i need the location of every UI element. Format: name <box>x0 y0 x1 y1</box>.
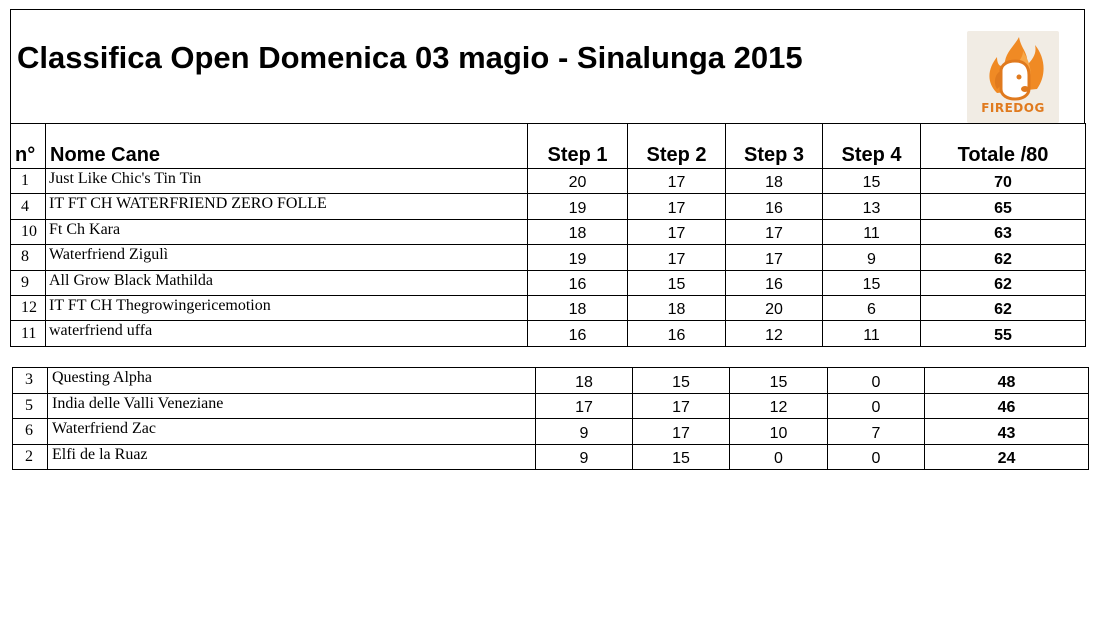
cell-name: India delle Valli Veneziane <box>48 393 536 419</box>
cell-step3: 10 <box>730 419 828 445</box>
cell-step2: 17 <box>628 169 726 194</box>
cell-step3: 16 <box>726 194 823 219</box>
cell-step4: 15 <box>823 169 921 194</box>
cell-step1: 9 <box>536 444 633 470</box>
cell-total: 43 <box>925 419 1089 445</box>
cell-name: Elfi de la Ruaz <box>48 444 536 470</box>
cell-step1: 16 <box>528 321 628 346</box>
cell-step4: 9 <box>823 245 921 270</box>
cell-step3: 12 <box>730 393 828 419</box>
others-table <box>12 367 1089 470</box>
cell-name: Questing Alpha <box>48 368 536 394</box>
cell-num: 10 <box>11 219 46 244</box>
cell-step3: 16 <box>726 270 823 295</box>
cell-name: IT FT CH Thegrowingericemotion <box>46 295 528 320</box>
table-row <box>11 194 1086 219</box>
cell-total: 62 <box>921 295 1086 320</box>
cell-step1: 16 <box>528 270 628 295</box>
cell-step2: 17 <box>628 219 726 244</box>
logo-text: FIREDOG <box>981 101 1045 115</box>
cell-step2: 17 <box>633 393 730 419</box>
cell-step4: 0 <box>828 444 925 470</box>
cell-num: 6 <box>13 419 48 445</box>
cell-num: 2 <box>13 444 48 470</box>
cell-step1: 18 <box>528 219 628 244</box>
cell-name: Waterfriend Zac <box>48 419 536 445</box>
cell-total: 62 <box>921 245 1086 270</box>
cell-step3: 12 <box>726 321 823 346</box>
cell-step4: 11 <box>823 321 921 346</box>
cell-step3: 0 <box>730 444 828 470</box>
title-box <box>10 9 1085 123</box>
table-row <box>13 368 1089 394</box>
col-header-name: Nome Cane <box>46 124 528 169</box>
cell-step1: 18 <box>536 368 633 394</box>
cell-step2: 17 <box>628 194 726 219</box>
table-row <box>11 245 1086 270</box>
page-title: Classifica Open Domenica 03 magio - Sinalunga 2015 <box>17 40 803 75</box>
cell-total: 65 <box>921 194 1086 219</box>
cell-total: 46 <box>925 393 1089 419</box>
cell-num: 9 <box>11 270 46 295</box>
cell-name: All Grow Black Mathilda <box>46 270 528 295</box>
table-row <box>11 321 1086 346</box>
cell-step4: 0 <box>828 368 925 394</box>
cell-step4: 15 <box>823 270 921 295</box>
cell-total: 70 <box>921 169 1086 194</box>
cell-num: 1 <box>11 169 46 194</box>
cell-step1: 18 <box>528 295 628 320</box>
cell-num: 12 <box>11 295 46 320</box>
table-row <box>11 169 1086 194</box>
cell-name: waterfriend uffa <box>46 321 528 346</box>
cell-step2: 18 <box>628 295 726 320</box>
cell-num: 3 <box>13 368 48 394</box>
cell-total: 62 <box>921 270 1086 295</box>
col-header-step2: Step 2 <box>628 124 726 169</box>
firedog-logo <box>967 31 1059 123</box>
col-header-total: Totale /80 <box>921 124 1086 169</box>
cell-name: Just Like Chic's Tin Tin <box>46 169 528 194</box>
cell-total: 24 <box>925 444 1089 470</box>
cell-step1: 9 <box>536 419 633 445</box>
cell-step3: 18 <box>726 169 823 194</box>
cell-step2: 15 <box>633 368 730 394</box>
cell-step3: 15 <box>730 368 828 394</box>
table-row <box>13 444 1089 470</box>
cell-step1: 19 <box>528 245 628 270</box>
cell-name: Waterfriend Zigulì <box>46 245 528 270</box>
table-row <box>13 419 1089 445</box>
cell-step2: 15 <box>633 444 730 470</box>
cell-step1: 20 <box>528 169 628 194</box>
col-header-step3: Step 3 <box>726 124 823 169</box>
cell-total: 63 <box>921 219 1086 244</box>
cell-name: IT FT CH WATERFRIEND ZERO FOLLE <box>46 194 528 219</box>
cell-step4: 7 <box>828 419 925 445</box>
col-header-step1: Step 1 <box>528 124 628 169</box>
cell-step4: 6 <box>823 295 921 320</box>
cell-num: 11 <box>11 321 46 346</box>
cell-step4: 13 <box>823 194 921 219</box>
col-header-num: n° <box>11 124 46 169</box>
cell-step2: 17 <box>628 245 726 270</box>
cell-total: 55 <box>921 321 1086 346</box>
table-row <box>11 270 1086 295</box>
cell-num: 5 <box>13 393 48 419</box>
cell-num: 8 <box>11 245 46 270</box>
table-row <box>13 393 1089 419</box>
cell-step3: 17 <box>726 219 823 244</box>
ranking-table <box>10 123 1086 347</box>
cell-total: 48 <box>925 368 1089 394</box>
cell-step4: 0 <box>828 393 925 419</box>
col-header-step4: Step 4 <box>823 124 921 169</box>
table-row <box>11 219 1086 244</box>
cell-step4: 11 <box>823 219 921 244</box>
cell-step1: 19 <box>528 194 628 219</box>
cell-name: Ft Ch Kara <box>46 219 528 244</box>
table-row <box>11 295 1086 320</box>
cell-step1: 17 <box>536 393 633 419</box>
cell-step2: 15 <box>628 270 726 295</box>
cell-step3: 20 <box>726 295 823 320</box>
cell-step2: 16 <box>628 321 726 346</box>
cell-step2: 17 <box>633 419 730 445</box>
cell-step3: 17 <box>726 245 823 270</box>
ranking-header-row <box>11 124 1086 169</box>
cell-num: 4 <box>11 194 46 219</box>
